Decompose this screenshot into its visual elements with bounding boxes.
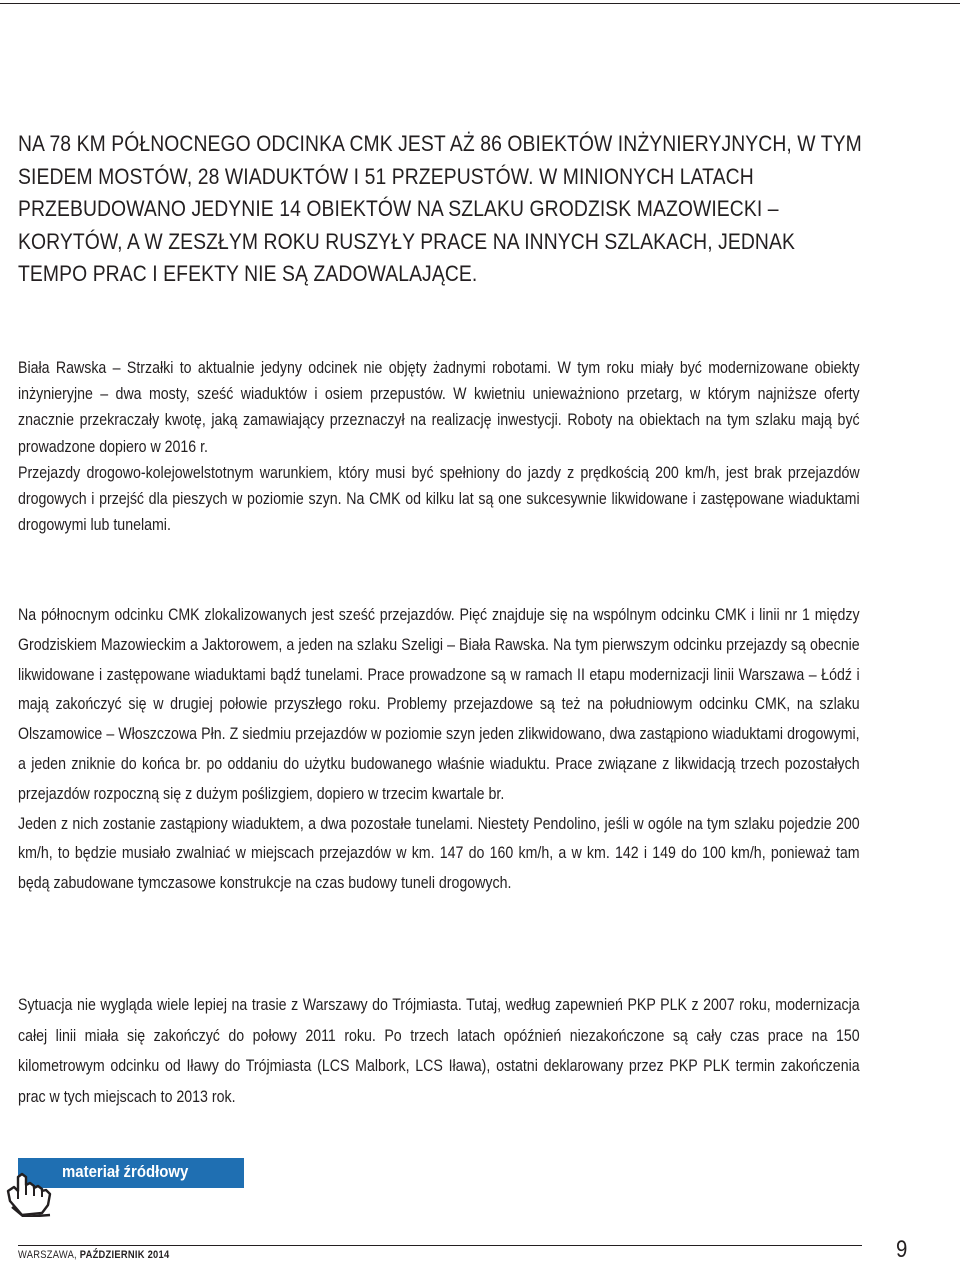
top-rule	[0, 3, 960, 4]
source-material-link[interactable]	[4, 1155, 244, 1217]
paragraph-biala-rawska: Biała Rawska – Strzałki to aktualnie jedyny odcinek nie objęty żadnymi robotami. W tym roku miały być modernizowane obiekty inżynieryjne – dwa mosty, sześć wiaduktów i osiem przepustów. W kwietniu unieważniono przetarg, w którym najniższe oferty znacznie przekraczały kwotę, jaką zamawiający przeznaczył na realizację inwestycji. Roboty na obiektach na tym szlaku mają być prowadzone dopiero w 2016 r.	[18, 358, 860, 456]
page-number: 9	[896, 1236, 908, 1263]
footer-city: WARSZAWA,	[18, 1249, 77, 1261]
section-1	[18, 355, 860, 538]
paragraph-trojmiasto: Sytuacja nie wygląda wiele lepiej na trasie z Warszawy do Trójmiasta. Tutaj, według zapewnień PKP PLK z 2007 roku, modernizacja całej linii miała się zakończyć do połowy 2011 roku. Po trzech latach opóźnień niezakończone są cały czas prace na 150 kilometrowym odcinku od Iławy do Trójmiasta (LCS Malbork, LCS Iława), ostatni deklarowany przez PKP PLK termin zakończenia prac w tych miejscach to 2013 rok.	[18, 995, 860, 1106]
pointing-hand-icon	[4, 1161, 62, 1217]
lead-paragraph: NA 78 KM PÓŁNOCNEGO ODCINKA CMK JEST AŻ 86 OBIEKTÓW INŻYNIERYJNYCH, W TYM SIEDEM MOSTÓW, 28 WIADUKTÓW I 51 PRZEPUSTÓW. W MINIONYCH LATACH PRZEBUDOWANO JEDYNIE 14 OBIEKTÓW NA SZLAKU GRODZISK MAZOWIECKI – KORYTÓW, A W ZESZŁYM ROKU RUSZYŁY PRACE NA INNYCH SZLAKACH, JEDNAK TEMPO PRAC I EFEKTY NIE SĄ ZADOWALAJĄCE.	[18, 131, 862, 286]
footer-dateline	[18, 1249, 169, 1261]
section-2	[18, 600, 860, 898]
source-material-label: materiał źródłowy	[62, 1162, 189, 1181]
paragraph-przejazdy: Przejazdy drogowo-kolejowelstotnym warunkiem, który musi być spełniony do jazdy z prędkością 200 km/h, jest brak przejazdów drogowych i przejść dla pieszych w poziomie szyn. Na CMK od kilku lat są one sukcesywnie likwidowane i zastępowane wiaduktami drogowymi lub tunelami.	[18, 462, 860, 535]
paragraph-north-crossings: Na północnym odcinku CMK zlokalizowanych jest sześć przejazdów. Pięć znajduje się na wspólnym odcinku CMK i linii nr 1 między Grodziskiem Mazowieckim a Jaktorowem, a jeden na szlaku Szeligi – Biała Rawska. Na tym pierwszym odcinku przejazdy są obecnie likwidowane i zastępowane wiaduktami bądź tunelami. Prace prowadzone są w ramach II etapu modernizacji linii Warszawa – Łódź i mają zakończyć się w drugiej połowie przyszłego roku. Problemy przejazdowe są też na południowym odcinku CMK, na szlaku Olszamowice – Włoszczowa Płn. Z siedmiu przejazdów w poziomie szyn jeden zlikwidowano, dwa zastąpiono wiaduktami drogowymi, a jeden zniknie do końca br. po oddaniu do użytku budowanego właśnie wiaduktu. Prace związane z likwidacją trzech pozostałych przejazdów rozpoczną się z dużym poślizgiem, dopiero w trzecim kwartale br.	[18, 605, 860, 803]
footer-rule	[18, 1245, 862, 1246]
paragraph-pendolino: Jeden z nich zostanie zastąpiony wiaduktem, a dwa pozostałe tunelami. Niestety Pendolino, jeśli w ogóle na tym szlaku pojedzie 200 km/h, to będzie musiało zwalniać w miejscach przejazdów w km. 147 do 160 km/h, a w km. 142 i 149 do 100 km/h, ponieważ tam będą zabudowane tymczasowe konstrukcje na czas budowy tuneli drogowych.	[18, 813, 860, 893]
footer-date: PAŹDZIERNIK 2014	[79, 1249, 170, 1261]
section-3	[18, 990, 860, 1112]
